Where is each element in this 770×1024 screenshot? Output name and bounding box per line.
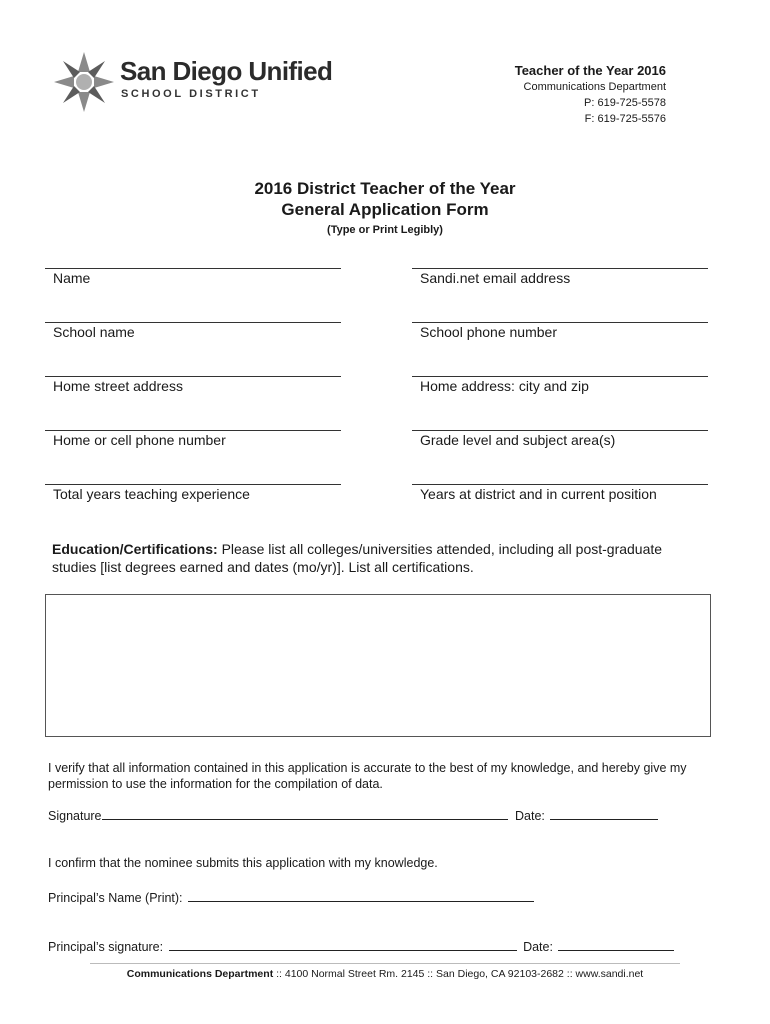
education-instructions bbox=[52, 540, 692, 576]
form-title-line1: 2016 District Teacher of the Year bbox=[254, 179, 516, 198]
email-field[interactable] bbox=[412, 268, 708, 295]
logo-subtitle: SCHOOL DISTRICT bbox=[121, 88, 261, 100]
form-title-line2: General Application Form bbox=[281, 200, 489, 219]
header-title: Teacher of the Year 2016 bbox=[514, 63, 666, 78]
header-fax: F: 619-725-5576 bbox=[584, 113, 666, 125]
home-cell-phone-field[interactable] bbox=[45, 430, 341, 457]
principal-date-label: Date: bbox=[523, 940, 553, 954]
education-text: Please list all colleges/universities attended, including all post-graduate studies [list degrees earned and dates (mo/yr)]. List all certifications. bbox=[52, 541, 663, 575]
principal-date-line[interactable] bbox=[558, 938, 674, 951]
home-city-zip-field[interactable] bbox=[412, 376, 708, 403]
confirm-statement: I confirm that the nominee submits this application with my knowledge. bbox=[48, 856, 438, 870]
school-phone-field[interactable] bbox=[412, 322, 708, 349]
principal-name-label: Principal’s Name (Print): bbox=[48, 891, 183, 905]
district-logo-icon bbox=[52, 50, 116, 114]
footer-dept: Communications Department bbox=[126, 968, 274, 980]
header-contact bbox=[515, 63, 666, 127]
signature-date-line[interactable] bbox=[550, 807, 658, 820]
education-label: Education/Certifications: bbox=[52, 541, 218, 557]
signature-line[interactable] bbox=[102, 807, 508, 820]
principal-signature-label: Principal’s signature: bbox=[48, 940, 164, 954]
header-department: Communications Department bbox=[523, 81, 666, 93]
years-district-label: Years at district and in current position bbox=[420, 486, 657, 502]
header-phone: P: 619-725-5578 bbox=[584, 97, 666, 109]
total-years-label: Total years teaching experience bbox=[53, 486, 250, 502]
principal-name-line[interactable] bbox=[188, 889, 534, 902]
signature-label: Signature bbox=[48, 809, 102, 823]
school-phone-label: School phone number bbox=[420, 324, 557, 340]
home-street-label: Home street address bbox=[53, 378, 183, 394]
principal-name-row bbox=[48, 889, 534, 905]
footer-address: :: 4100 Normal Street Rm. 2145 :: San Diego, CA 92103-2682 :: www.sandi.net bbox=[273, 968, 644, 980]
education-textarea[interactable] bbox=[45, 594, 711, 737]
signature-date-label: Date: bbox=[515, 809, 545, 823]
grade-subject-field[interactable] bbox=[412, 430, 708, 457]
footer bbox=[0, 968, 770, 980]
home-cell-phone-label: Home or cell phone number bbox=[53, 432, 226, 448]
form-title bbox=[0, 178, 770, 238]
name-field[interactable] bbox=[45, 268, 341, 295]
school-name-field[interactable] bbox=[45, 322, 341, 349]
footer-divider bbox=[90, 963, 680, 964]
total-years-field[interactable] bbox=[45, 484, 341, 511]
grade-subject-label: Grade level and subject area(s) bbox=[420, 432, 616, 448]
home-city-zip-label: Home address: city and zip bbox=[420, 378, 589, 394]
principal-signature-row bbox=[48, 938, 674, 954]
signature-row bbox=[48, 807, 658, 823]
school-name-label: School name bbox=[53, 324, 135, 340]
logo-name: San Diego Unified bbox=[120, 56, 333, 86]
home-street-field[interactable] bbox=[45, 376, 341, 403]
principal-signature-line[interactable] bbox=[169, 938, 517, 951]
years-district-field[interactable] bbox=[412, 484, 708, 511]
email-label: Sandi.net email address bbox=[420, 270, 571, 286]
verify-statement: I verify that all information contained in this application is accurate to the best of my knowledge, and hereby give my permission to use the information for the compilation of data. bbox=[48, 761, 687, 791]
name-label: Name bbox=[53, 270, 91, 286]
form-title-note: (Type or Print Legibly) bbox=[327, 224, 443, 236]
